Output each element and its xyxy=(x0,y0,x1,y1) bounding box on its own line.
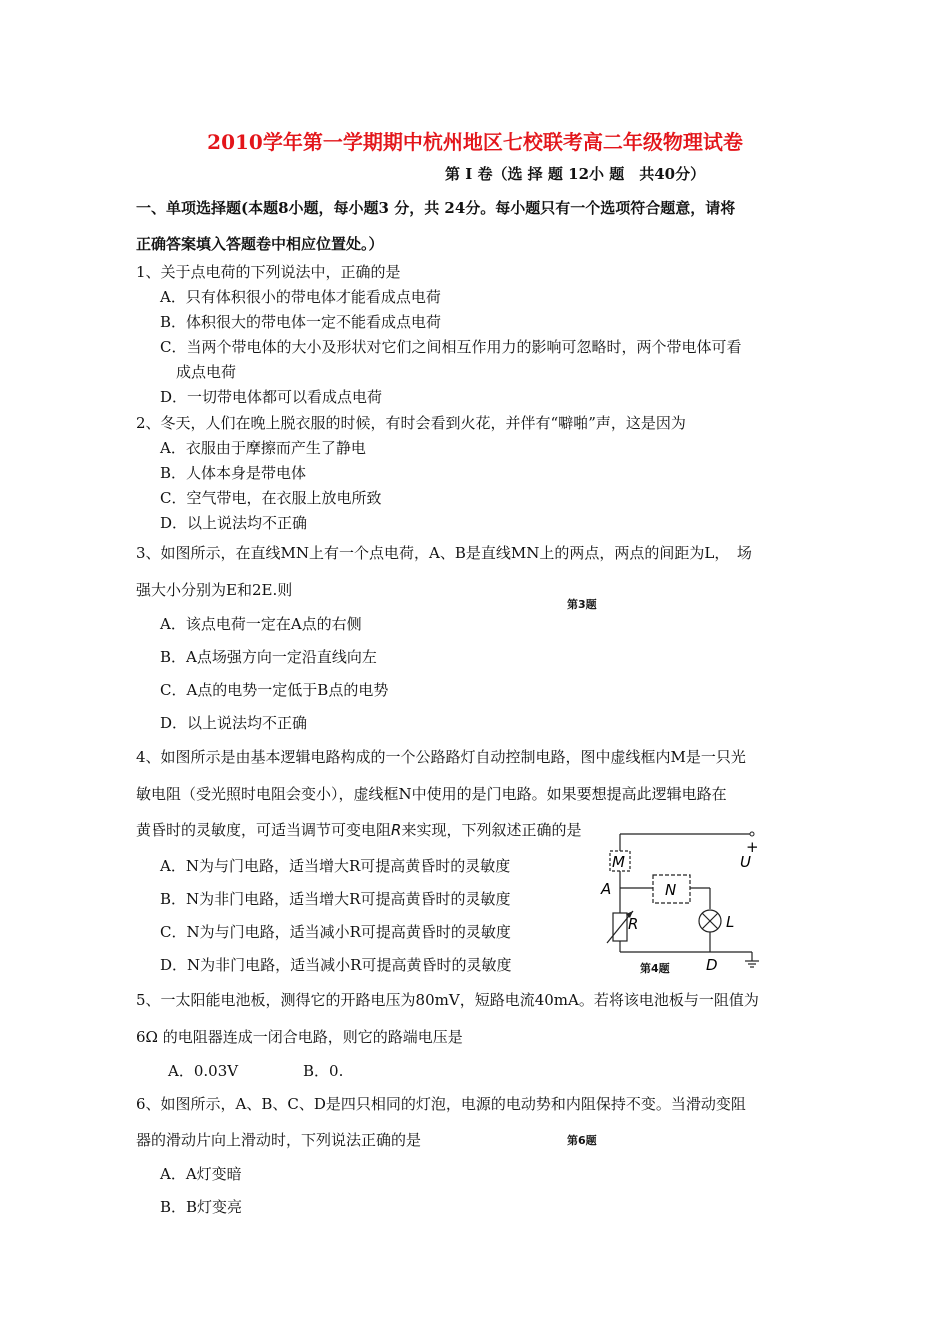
n-label: N xyxy=(665,881,677,899)
exam-title: 2010学年第一学期期中杭州地区七校联考高二年级物理试卷 xyxy=(207,130,743,154)
q1-option-b: B．体积很大的带电体一定不能看成点电荷 xyxy=(160,313,442,331)
plus-terminal xyxy=(750,832,754,836)
q4-stem-line1: 4、如图所示是由基本逻辑电路构成的一个公路路灯自动控制电路，图中虚线框内M是一只光 xyxy=(136,748,746,766)
q5-option-a: A．0.03V xyxy=(168,1062,239,1080)
section-heading-line2: 正确答案填入答题卷中相应位置处。） xyxy=(136,235,384,253)
q6-stem-line1: 6、如图所示，A、B、C、D是四只相同的灯泡，电源的电动势和内阻保持不变。当滑动变阻 xyxy=(136,1095,746,1113)
q4-circuit-diagram xyxy=(595,825,775,975)
q3-option-d: D．以上说法均不正确 xyxy=(160,714,308,732)
part-heading: 第 I 卷（选 择 题 12小 题 共40分） xyxy=(445,165,706,183)
q6-figure-caption: 第6题 xyxy=(567,1134,597,1147)
q3-stem-line2: 强大小分别为E和2E.则 xyxy=(136,581,293,599)
q4-figure-caption: 第4题 xyxy=(640,962,670,975)
q2-option-a: A．衣服由于摩擦而产生了静电 xyxy=(160,439,366,457)
q4-stem-line3 xyxy=(136,820,581,840)
plus-label: + xyxy=(746,838,759,856)
q5-stem-line2: 6Ω 的电阻器连成一闭合电路，则它的路端电压是 xyxy=(136,1028,463,1046)
q4-option-a: A．N为与门电路，适当增大R可提高黄昏时的灵敏度 xyxy=(160,857,511,875)
q4-option-d: D．N为非门电路，适当减小R可提高黄昏时的灵敏度 xyxy=(160,956,512,974)
q3-option-c: C．A点的电势一定低于B点的电势 xyxy=(160,681,389,699)
q3-figure-caption: 第3题 xyxy=(567,598,597,611)
q4-stem-line3-post: 来实现，下列叙述正确的是 xyxy=(401,821,582,839)
q4-stem-line2: 敏电阻（受光照时电阻会变小），虚线框N中使用的是门电路。如果要想提高此逻辑电路在 xyxy=(136,785,727,803)
q2-stem: 2、冬天，人们在晚上脱衣服的时候，有时会看到火花，并伴有“噼啪”声，这是因为 xyxy=(136,414,686,432)
q1-option-d: D．一切带电体都可以看成点电荷 xyxy=(160,388,383,406)
d-label: D xyxy=(706,956,718,974)
q4-stem-line3-pre: 黄昏时的灵敏度，可适当调节可变电阻 xyxy=(136,821,392,839)
q6-stem-line2: 器的滑动片向上滑动时，下列说法正确的是 xyxy=(136,1131,422,1149)
a-label: A xyxy=(601,880,612,898)
q3-option-b: B．A点场强方向一定沿直线向左 xyxy=(160,648,377,666)
q4-option-b: B．N为非门电路，适当增大R可提高黄昏时的灵敏度 xyxy=(160,890,511,908)
q1-stem: 1、关于点电荷的下列说法中，正确的是 xyxy=(136,263,401,281)
q1-option-c: C．当两个带电体的大小及形状对它们之间相互作用力的影响可忽略时，两个带电体可看 xyxy=(160,338,742,356)
q1-option-c-cont: 成点电荷 xyxy=(176,363,237,381)
q2-option-c: C．空气带电，在衣服上放电所致 xyxy=(160,489,382,507)
u-label: U xyxy=(740,853,751,871)
q3-option-a: A．该点电荷一定在A点的右侧 xyxy=(160,615,362,633)
section-heading-line1: 一、单项选择题(本题8小题，每小题3 分，共 24分。每小题只有一个选项符合题意，请将 xyxy=(136,199,736,217)
r-label: R xyxy=(628,915,639,933)
q6-option-a: A．A灯变暗 xyxy=(160,1165,242,1183)
q1-option-a: A．只有体积很小的带电体才能看成点电荷 xyxy=(160,288,441,306)
q5-option-b: B．0. xyxy=(303,1062,344,1080)
m-label: M xyxy=(612,853,625,871)
q2-option-d: D．以上说法均不正确 xyxy=(160,514,308,532)
l-label: L xyxy=(726,913,735,931)
q4-option-c: C．N为与门电路，适当减小R可提高黄昏时的灵敏度 xyxy=(160,923,511,941)
q4-variable-r: R xyxy=(391,821,402,839)
q3-stem-line1: 3、如图所示，在直线MN上有一个点电荷，A、B是直线MN上的两点，两点的间距为L， 场 xyxy=(136,544,752,562)
q6-option-b: B．B灯变亮 xyxy=(160,1198,243,1216)
q5-stem-line1: 5、一太阳能电池板，测得它的开路电压为80mV，短路电流40mA。若将该电池板与一阻值为 xyxy=(136,991,759,1009)
q2-option-b: B．人体本身是带电体 xyxy=(160,464,307,482)
